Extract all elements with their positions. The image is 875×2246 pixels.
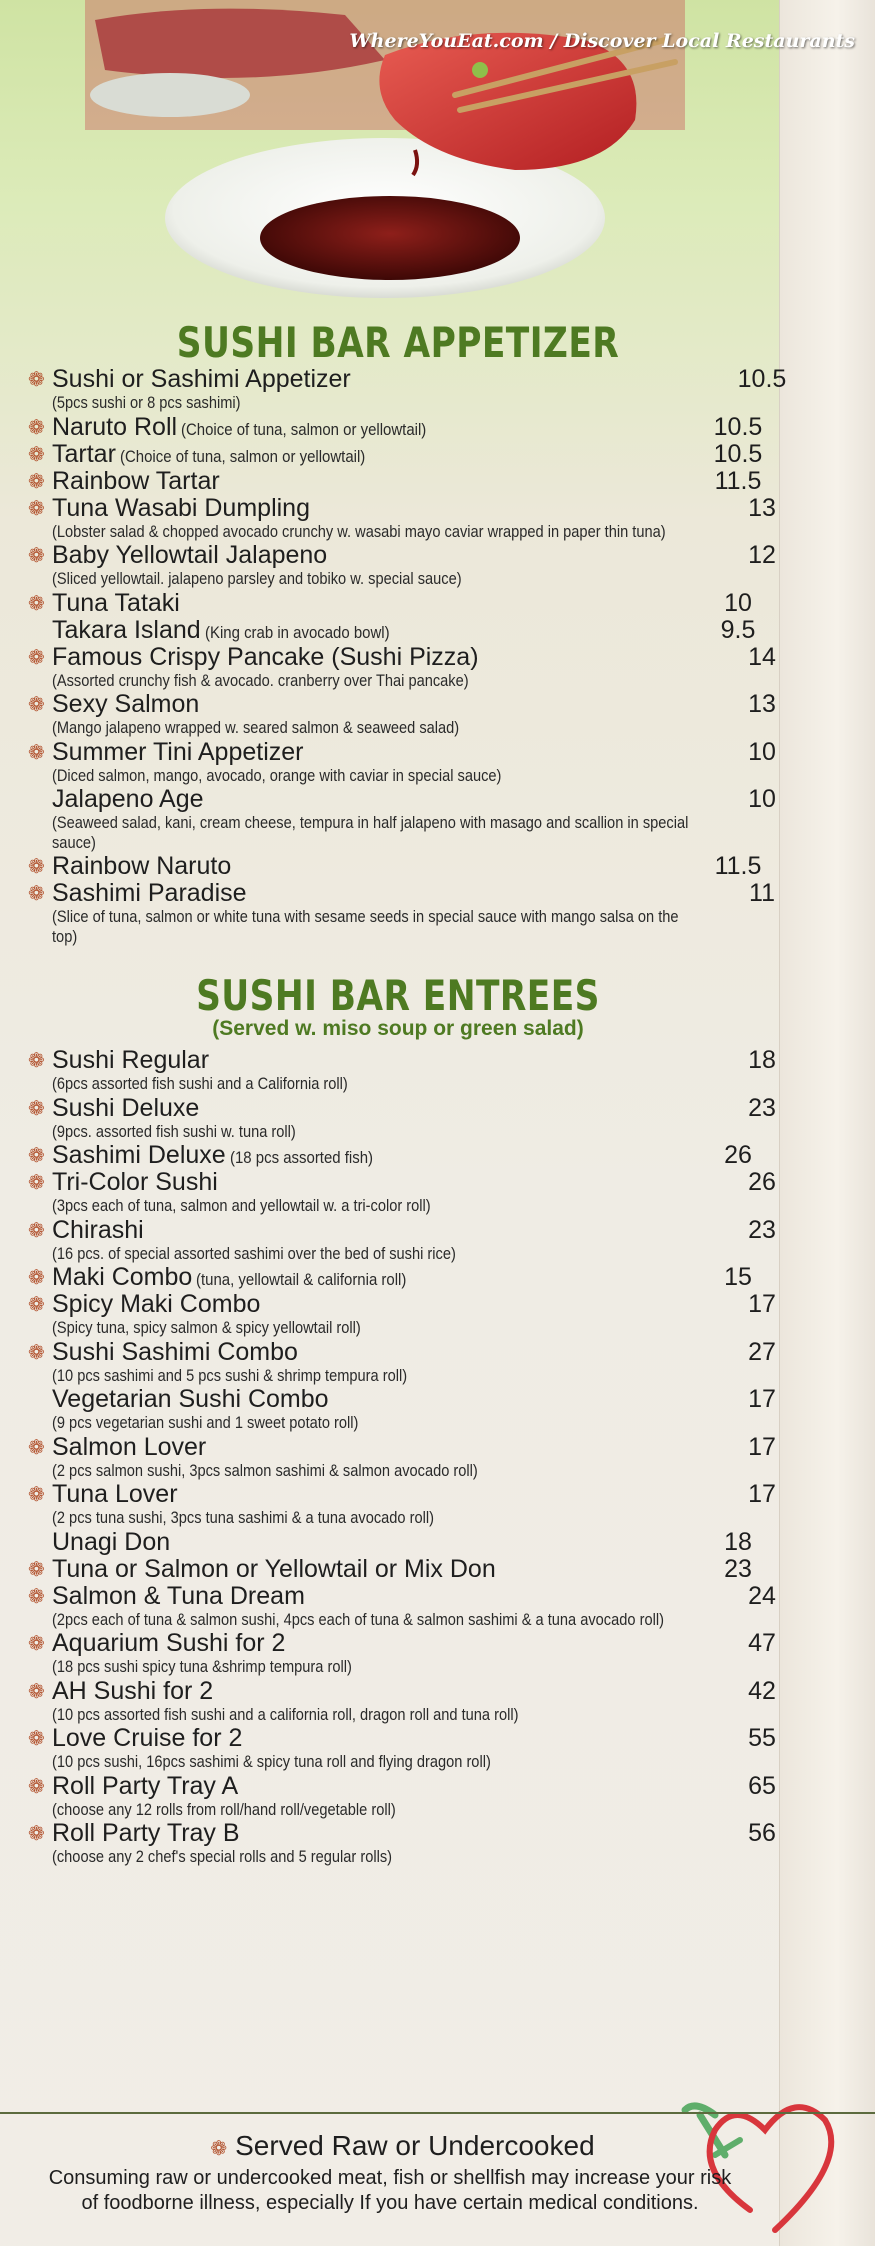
menu-item-name: Tartar	[52, 439, 116, 468]
menu-item	[28, 1819, 776, 1868]
flower-bullet-icon: ❁	[210, 2136, 228, 2160]
menu-item-name: Sashimi Paradise	[52, 879, 247, 907]
menu-item-price: 14	[748, 642, 776, 671]
menu-item	[28, 785, 776, 853]
flower-bullet-icon: ❁	[28, 468, 45, 493]
flower-bullet-icon: ❁	[28, 1095, 45, 1120]
flower-bullet-icon: ❁	[28, 1048, 45, 1072]
menu-item-name: Baby Yellowtail Jalapeno	[52, 541, 328, 569]
menu-item	[28, 1724, 776, 1773]
menu-item-inline-description: (King crab in avocado bowl)	[204, 622, 390, 642]
menu-item-price: 18	[748, 1046, 776, 1074]
flower-bullet-icon: ❁	[28, 1292, 45, 1316]
menu-item-name: Rainbow Naruto	[52, 852, 232, 880]
allergy-notice	[0, 2112, 875, 2246]
menu-item	[28, 1337, 776, 1387]
flower-bullet-icon: ❁	[28, 1773, 45, 1798]
menu-item-name: AH Sushi for 2	[52, 1676, 214, 1705]
menu-item	[28, 1629, 776, 1678]
menu-item-description: (10 pcs sushi, 16pcs sashimi & spicy tuna roll and flying dragon roll)	[52, 1752, 491, 1771]
menu-item-name: Jalapeno Age	[52, 785, 204, 813]
menu-item	[28, 853, 768, 880]
flower-bullet-icon: ❁	[28, 1339, 45, 1364]
menu-item	[28, 590, 768, 617]
menu-item-name: Roll Party Tray B	[52, 1819, 240, 1847]
menu-item-description: (Mango jalapeno wrapped w. seared salmon & seaweed salad)	[52, 718, 460, 737]
menu-item-name: Tri-Color Sushi	[52, 1168, 218, 1196]
menu-item-price: 56	[748, 1819, 776, 1847]
menu-item-description: (10 pcs assorted fish sushi and a california roll, dragon roll and tuna roll)	[52, 1704, 519, 1724]
flower-bullet-icon: ❁	[28, 441, 45, 466]
notice-text-line-1: Consuming raw or undercooked meat, fish or shellfish may increase your risk	[48, 2167, 732, 2189]
flower-bullet-icon: ❁	[28, 644, 45, 669]
menu-item-price: 27	[748, 1337, 776, 1366]
menu-item	[28, 1168, 776, 1217]
menu-item-description: (18 pcs sushi spicy tuna &shrimp tempura roll)	[52, 1657, 352, 1676]
menu-item-price: 11.5	[714, 466, 762, 495]
menu-item-name: Spicy Maki Combo	[52, 1290, 261, 1318]
menu-item-price: 10.5	[713, 439, 763, 468]
appetizer-heading: SUSHI BAR APPETIZER	[176, 318, 620, 367]
menu-item-description: (10 pcs sashimi and 5 pcs sushi & shrimp tempura roll)	[52, 1365, 408, 1385]
menu-item-price: 55	[748, 1724, 776, 1752]
menu-item-name: Maki Combo	[52, 1263, 193, 1291]
menu-item-price: 18	[724, 1527, 752, 1556]
menu-content	[28, 318, 787, 1868]
menu-item-description: (6pcs assorted fish sushi and a California roll)	[52, 1074, 348, 1093]
menu-item-price: 12	[748, 541, 776, 569]
flower-bullet-icon: ❁	[28, 590, 45, 615]
menu-item-name: Naruto Roll	[52, 412, 178, 441]
flower-bullet-icon: ❁	[28, 1482, 45, 1506]
menu-item-price: 11.5	[714, 852, 762, 880]
menu-item-name: Sushi or Sashimi Appetizer	[52, 365, 351, 393]
menu-item-price: 15	[724, 1263, 752, 1291]
menu-item-name: Summer Tini Appetizer	[52, 737, 304, 766]
menu-item-name: Tuna Tataki	[52, 588, 180, 617]
menu-item-name: Sushi Sashimi Combo	[52, 1337, 298, 1366]
menu-item-name: Vegetarian Sushi Combo	[52, 1385, 329, 1413]
menu-item-inline-description: (Choice of tuna, salmon or yellowtail)	[181, 419, 427, 439]
flower-bullet-icon: ❁	[28, 1631, 45, 1655]
menu-item-price: 10	[748, 785, 776, 813]
menu-item-description: (2 pcs tuna sushi, 3pcs tuna sashimi & a tuna avocado roll)	[52, 1508, 434, 1527]
menu-item-price: 47	[748, 1629, 776, 1657]
site-credit: WhereYouEat.com / Discover Local Restaurants	[349, 30, 855, 52]
menu-item-price: 24	[748, 1581, 776, 1610]
menu-item-price: 9.5	[720, 615, 756, 644]
menu-item-price: 10.5	[737, 365, 787, 393]
menu-item	[28, 1385, 776, 1434]
flower-bullet-icon: ❁	[28, 1217, 45, 1242]
menu-item-name: Tuna Lover	[52, 1480, 178, 1508]
menu-item-price: 26	[748, 1168, 776, 1196]
menu-item-price: 17	[748, 1432, 776, 1461]
menu-item-name: Tuna or Salmon or Yellowtail or Mix Don	[52, 1554, 496, 1583]
menu-item	[28, 1046, 776, 1095]
menu-item-price: 23	[748, 1093, 776, 1122]
menu-item	[28, 617, 768, 644]
flower-bullet-icon: ❁	[28, 739, 45, 764]
menu-item	[28, 1264, 768, 1291]
menu-item-price: 11	[749, 879, 775, 907]
menu-item-inline-description: (tuna, yellowtail & california roll)	[196, 1270, 407, 1289]
menu-item-name: Salmon & Tuna Dream	[52, 1581, 305, 1610]
menu-item-name: Chirashi	[52, 1215, 144, 1244]
menu-item-price: 42	[748, 1676, 776, 1705]
menu-item-price: 13	[748, 493, 776, 522]
menu-item-price: 13	[748, 690, 776, 718]
menu-item-name: Aquarium Sushi for 2	[52, 1629, 286, 1657]
menu-item-price: 17	[748, 1385, 776, 1413]
menu-item-description: (2 pcs salmon sushi, 3pcs salmon sashimi & salmon avocado roll)	[52, 1460, 478, 1480]
menu-item-name: Love Cruise for 2	[52, 1724, 243, 1752]
menu-item	[28, 1432, 776, 1482]
notice-text-line-2: of foodborne illness, especially If you have certain medical conditions.	[81, 2192, 699, 2214]
menu-item-description: (3pcs each of tuna, salmon and yellowtail w. a tri-color roll)	[52, 1196, 431, 1215]
menu-item-price: 23	[724, 1554, 752, 1583]
flower-bullet-icon: ❁	[28, 367, 45, 391]
menu-item-name: Takara Island	[52, 615, 201, 644]
menu-item-description: (Sliced yellowtail. jalapeno parsley and tobiko w. special sauce)	[52, 569, 462, 588]
menu-item	[28, 1215, 776, 1265]
flower-bullet-icon: ❁	[28, 692, 45, 716]
menu-item-description: (2pcs each of tuna & salmon sushi, 4pcs each of tuna & salmon sashimi & a tuna avocado roll)	[52, 1609, 664, 1629]
menu-item	[28, 690, 776, 739]
flower-bullet-icon: ❁	[28, 1265, 45, 1289]
menu-item-price: 10.5	[713, 412, 763, 441]
menu-item	[28, 1556, 768, 1583]
flower-bullet-icon: ❁	[28, 495, 45, 520]
menu-item	[28, 1290, 776, 1339]
menu-item-description: (Lobster salad & chopped avocado crunchy w. wasabi mayo caviar wrapped in paper thin tuna)	[52, 521, 666, 541]
menu-item	[28, 737, 776, 787]
menu-item-price: 26	[724, 1141, 752, 1169]
menu-item-name: Unagi Don	[52, 1527, 171, 1556]
menu-item-inline-description: (18 pcs assorted fish)	[229, 1148, 373, 1167]
menu-item	[28, 541, 776, 590]
menu-item	[28, 468, 768, 495]
menu-item	[28, 642, 776, 692]
menu-item	[28, 879, 775, 947]
menu-item	[28, 1480, 776, 1529]
menu-item	[28, 1529, 768, 1556]
menu-item-name: Sushi Deluxe	[52, 1093, 200, 1122]
flower-bullet-icon: ❁	[28, 1583, 45, 1608]
flower-bullet-icon: ❁	[28, 1556, 45, 1581]
appetizer-list	[28, 365, 787, 947]
menu-item-price: 10	[748, 737, 776, 766]
menu-item-description: (16 pcs. of special assorted sashimi over the bed of sushi rice)	[52, 1243, 456, 1263]
menu-item-price: 65	[748, 1771, 776, 1800]
menu-item-description: (9 pcs vegetarian sushi and 1 sweet potato roll)	[52, 1413, 359, 1432]
menu-item	[28, 1581, 776, 1631]
menu-item-name: Sashimi Deluxe	[52, 1141, 226, 1169]
menu-item-price: 17	[748, 1290, 776, 1318]
menu-item-name: Famous Crispy Pancake (Sushi Pizza)	[52, 642, 479, 671]
entrees-list	[28, 1046, 776, 1868]
flower-bullet-icon: ❁	[28, 1821, 45, 1845]
menu-item-name: Roll Party Tray A	[52, 1771, 239, 1800]
menu-item-description: (choose any 12 rolls from roll/hand roll/vegetable roll)	[52, 1799, 396, 1819]
flower-bullet-icon: ❁	[28, 414, 45, 439]
menu-item-description: (Seaweed salad, kani, cream cheese, tempura in half jalapeno with masago and scallion in special sauce)	[52, 813, 689, 852]
entrees-heading: SUSHI BAR ENTREES	[196, 971, 600, 1020]
flower-bullet-icon: ❁	[28, 1143, 45, 1167]
menu-item-price: 23	[748, 1215, 776, 1244]
menu-item	[28, 1093, 776, 1143]
menu-item	[28, 414, 768, 441]
menu-item-name: Salmon Lover	[52, 1432, 207, 1461]
flower-bullet-icon: ❁	[28, 1726, 45, 1750]
menu-item	[28, 493, 776, 543]
menu-item-name: Sushi Regular	[52, 1046, 210, 1074]
notice-title-text: Served Raw or Undercooked	[235, 2130, 595, 2161]
menu-item-name: Rainbow Tartar	[52, 466, 220, 495]
notice-text	[0, 2166, 875, 2216]
menu-item-name: Tuna Wasabi Dumpling	[52, 493, 310, 522]
menu-item	[28, 441, 768, 468]
menu-item-price: 17	[748, 1480, 776, 1508]
menu-item-description: (5pcs sushi or 8 pcs sashimi)	[52, 393, 241, 412]
menu-item-price: 10	[724, 588, 752, 617]
menu-item-description: (choose any 2 chef's special rolls and 5 regular rolls)	[52, 1847, 393, 1866]
flower-bullet-icon: ❁	[28, 1678, 45, 1703]
menu-item	[28, 1771, 776, 1821]
menu-item	[28, 1676, 776, 1726]
menu-item-description: (Diced salmon, mango, avocado, orange with caviar in special sauce)	[52, 765, 502, 785]
menu-item-description: (Slice of tuna, salmon or white tuna with sesame seeds in special sauce with mango salsa on the top)	[52, 907, 679, 946]
flower-bullet-icon: ❁	[28, 881, 45, 905]
flower-bullet-icon: ❁	[28, 1170, 45, 1194]
menu-item-description: (9pcs. assorted fish sushi w. tuna roll)	[52, 1121, 296, 1141]
flower-bullet-icon: ❁	[28, 543, 45, 567]
notice-title	[0, 2130, 875, 2162]
menu-item-inline-description: (Choice of tuna, salmon or yellowtail)	[119, 446, 366, 466]
menu-item	[28, 365, 787, 414]
paper-edge	[779, 0, 875, 2246]
menu-item	[28, 1142, 768, 1169]
flower-bullet-icon: ❁	[28, 1434, 45, 1459]
entrees-subtitle: (Served w. miso soup or green salad)	[212, 1017, 584, 1040]
menu-item-description: (Spicy tuna, spicy salmon & spicy yellowtail roll)	[52, 1318, 361, 1337]
flower-bullet-icon: ❁	[28, 854, 45, 878]
menu-item-name: Sexy Salmon	[52, 690, 200, 718]
menu-item-description: (Assorted crunchy fish & avocado. cranberry over Thai pancake)	[52, 670, 469, 690]
